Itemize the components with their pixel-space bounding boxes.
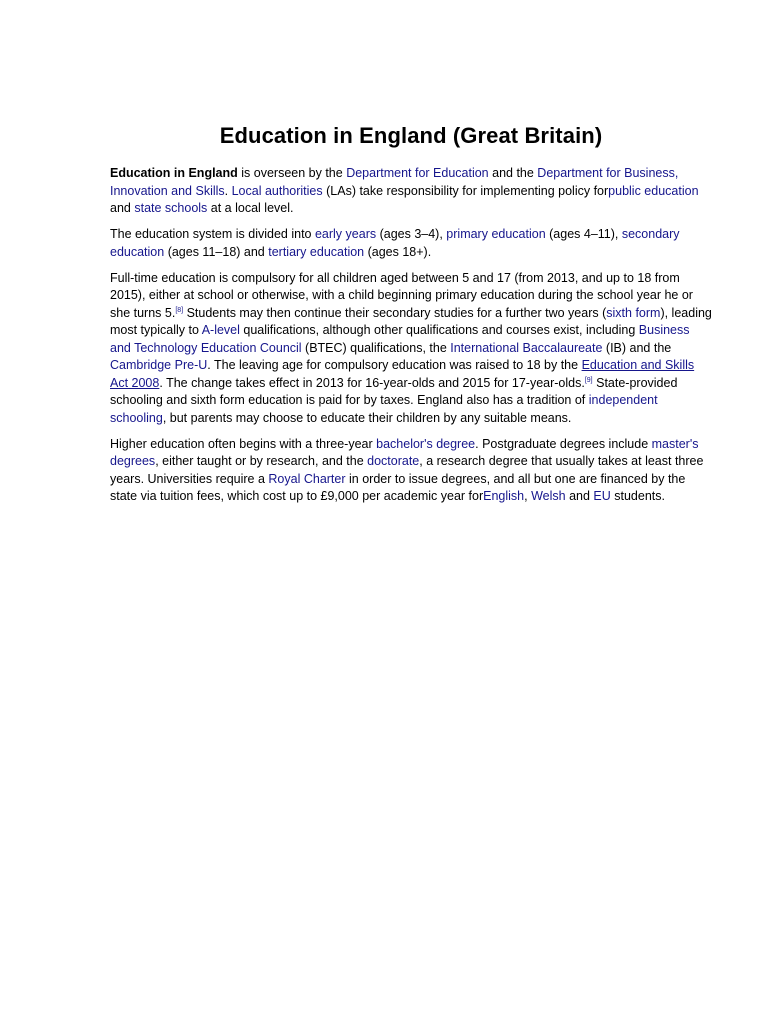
link-department-for-business[interactable]: Department for Business, Innovation and Skills xyxy=(110,166,679,198)
link-primary-education[interactable]: primary education xyxy=(446,227,546,241)
text-run: , a research degree that usually takes at least three years. Universities require a xyxy=(110,454,704,486)
link-eu[interactable]: EU xyxy=(593,489,611,503)
link-public-education[interactable]: public education xyxy=(608,183,699,198)
text-run: . The leaving age for compulsory education was raised to 18 by the xyxy=(207,358,582,372)
text-run: students. xyxy=(610,489,665,503)
text-run: (ages 3–4), xyxy=(376,227,447,241)
text-run: , but parents may choose to educate their children by any suitable means. xyxy=(162,410,572,425)
text-run: at a local level. xyxy=(207,201,294,215)
text-run: (IB) and the xyxy=(602,340,672,355)
link-sixth-form[interactable]: sixth form xyxy=(606,305,661,320)
link-education-and-skills-act[interactable]: Education and Skills Act 2008 xyxy=(110,358,695,390)
text-run: (ages 11–18) and xyxy=(164,244,269,259)
text-run: and xyxy=(110,201,135,215)
link-welsh[interactable]: Welsh xyxy=(531,489,566,503)
paragraph-system xyxy=(110,226,712,261)
link-cambridge-pre-u[interactable]: Cambridge Pre-U xyxy=(110,358,208,372)
text-run: , either taught or by research, and the xyxy=(155,454,368,468)
text-run: , xyxy=(524,489,532,503)
link-local-authorities[interactable]: Local authorities xyxy=(231,183,323,198)
text-run: The education system is divided into xyxy=(110,227,315,241)
link-independent-schooling[interactable]: independent schooling xyxy=(110,393,658,425)
text-run: (LAs) take responsibility for implementing policy for xyxy=(322,183,609,198)
text-run: (ages 4–11), xyxy=(545,227,622,241)
text-run: (BTEC) qualifications, the xyxy=(301,340,451,355)
reference-8[interactable]: [8] xyxy=(175,306,184,314)
link-state-schools[interactable]: state schools xyxy=(134,201,208,215)
text-run: is overseen by the xyxy=(237,166,347,180)
text-run: Full-time education is compulsory for all children aged between 5 and 17 (from 2013, and up to 18 from 2015), either at school or otherwise, with a child beginning primary education during the school year he or she turns 5. xyxy=(110,270,693,320)
link-masters-degrees[interactable]: master's degrees xyxy=(110,436,699,468)
text-run: qualifications, although other qualifications and courses exist, including xyxy=(239,323,639,337)
text-run: State-provided schooling and sixth form education is paid for by taxes. England also has a tradition of xyxy=(110,375,678,407)
link-bachelors-degree[interactable]: bachelor's degree xyxy=(376,436,476,451)
link-secondary-education[interactable]: secondary education xyxy=(110,227,680,259)
text-run: Students may then continue their secondary studies for a further two years ( xyxy=(183,305,607,320)
link-royal-charter[interactable]: Royal Charter xyxy=(268,471,346,486)
bold-term: Education in England xyxy=(110,166,238,180)
text-run: ), leading most typically to xyxy=(110,305,712,337)
text-run: and the xyxy=(488,166,538,180)
text-run: (ages 18+). xyxy=(364,244,432,259)
page-title: Education in England (Great Britain) xyxy=(219,123,603,148)
text-run: Higher education often begins with a three-year xyxy=(110,436,377,451)
reference-9[interactable]: [9] xyxy=(584,376,593,384)
link-early-years[interactable]: early years xyxy=(314,227,377,241)
text-run: in order to issue degrees, and all but one are financed by the state via tuition fees, which cost up to £9,000 per academic year for xyxy=(110,471,686,503)
link-english[interactable]: English xyxy=(483,489,525,503)
text-run: . Postgraduate degrees include xyxy=(475,436,652,451)
link-tertiary-education[interactable]: tertiary education xyxy=(268,244,365,259)
link-a-level[interactable]: A-level xyxy=(201,323,240,337)
link-doctorate[interactable]: doctorate xyxy=(367,454,420,468)
text-run: . The change takes effect in 2013 for 16-year-olds and 2015 for 17-year-olds. xyxy=(159,375,585,390)
link-btec[interactable]: Business and Technology Education Council xyxy=(110,323,690,355)
document-page xyxy=(110,120,712,514)
paragraph-compulsory xyxy=(110,270,712,428)
link-department-for-education[interactable]: Department for Education xyxy=(346,166,489,180)
paragraph-higher-education xyxy=(110,436,712,506)
link-international-baccalaureate[interactable]: International Baccalaureate xyxy=(450,340,603,355)
paragraph-overview xyxy=(110,165,712,218)
text-run: . xyxy=(224,183,232,198)
text-run: and xyxy=(565,489,594,503)
